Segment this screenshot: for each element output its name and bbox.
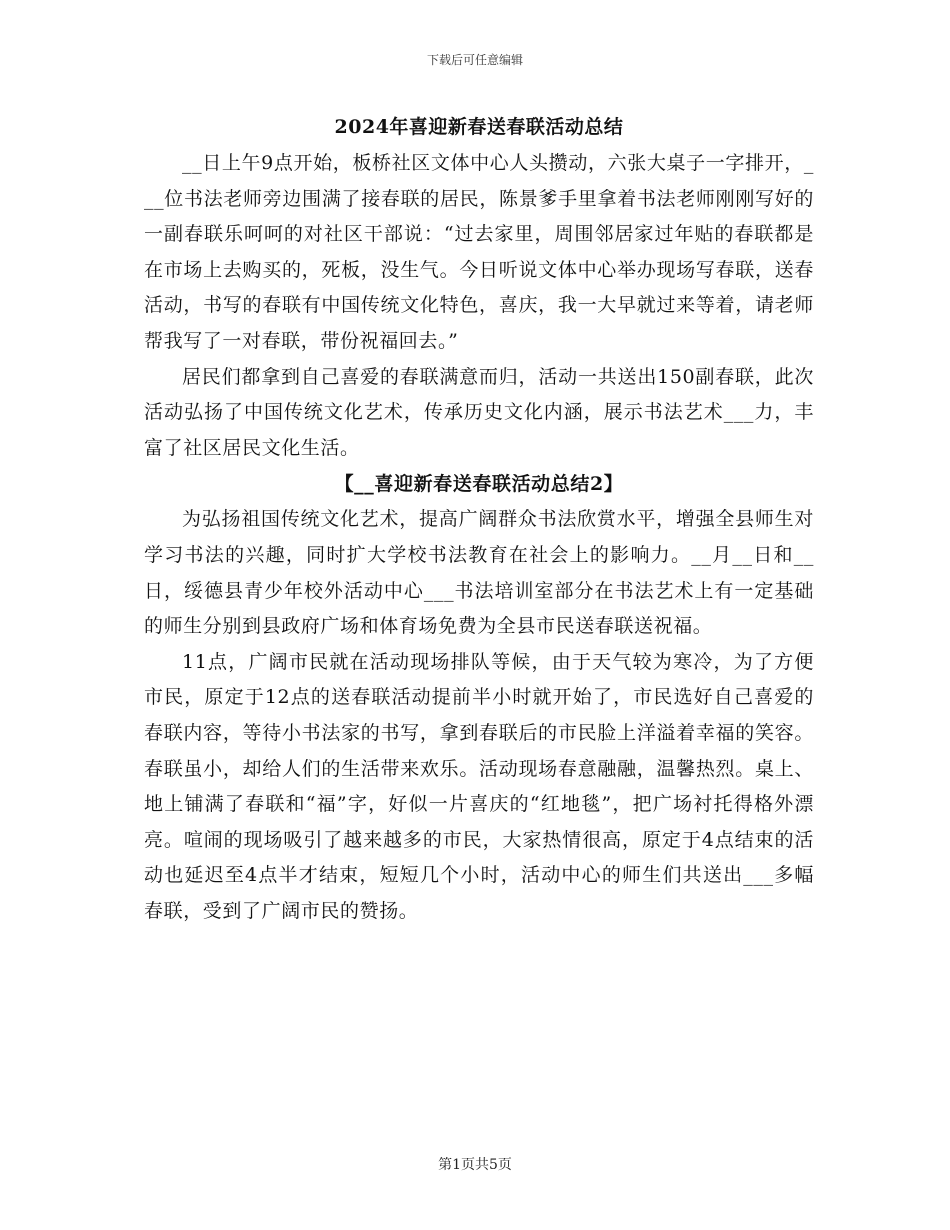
document-body [144,108,814,929]
page-header-note: 下载后可任意编辑 [426,53,523,67]
page-footer-number: 第1页共5页 [438,1157,512,1173]
section2-paragraph-2: 11点，广阔市民就在活动现场排队等候，由于天气较为寒冷，为了方便市民，原定于12点的送春联活动提前半小时就开始了，市民选好自己喜爱的春联内容，等待小书法家的书写，拿到春联后的市民脸上洋溢着幸福的笑容。春联虽小，却给人们的生活带来欢乐。活动现场春意融融，温馨热烈。桌上、地上铺满了春联和“福”字，好似一片喜庆的“红地毯”，把广场衬托得格外漂亮。喧闹的现场吸引了越来越多的市民，大家热情很高，原定于4点结束的活动也延迟至4点半才结束，短短几个小时，活动中心的师生们共送出___多幅春联，受到了广阔市民的赞扬。 [144,650,814,922]
document-title: 2024年喜迎新春送春联活动总结 [334,116,624,138]
section1-paragraph-2: 居民们都拿到自己喜爱的春联满意而归，活动一共送出150副春联，此次活动弘扬了中国传统文化艺术，传承历史文化内涵，展示书法艺术___力，丰富了社区居民文化生活。 [144,365,814,459]
section2-heading: 【__喜迎新春送春联活动总结2】 [334,473,624,496]
section1-paragraph-1: __日上午9点开始，板桥社区文体中心人头攒动，六张大桌子一字排开，___位书法老师旁边围满了接春联的居民，陈景爹手里拿着书法老师刚刚写好的一副春联乐呵呵的对社区干部说：“过去家里，周围邻居家过年贴的春联都是在市场上去购买的，死板，没生气。今日听说文体中心举办现场写春联，送春活动，书写的春联有中国传统文化特色，喜庆，我一大早就过来等着，请老师帮我写了一对春联，带份祝福回去。” [144,152,814,352]
section2-paragraph-1: 为弘扬祖国传统文化艺术，提高广阔群众书法欣赏水平，增强全县师生对学习书法的兴趣，同时扩大学校书法教育在社会上的影响力。__月__日和__日，绥德县青少年校外活动中心___书法培训室部分在书法艺术上有一定基础的师生分别到县政府广场和体育场免费为全县市民送春联送祝福。 [144,508,814,638]
